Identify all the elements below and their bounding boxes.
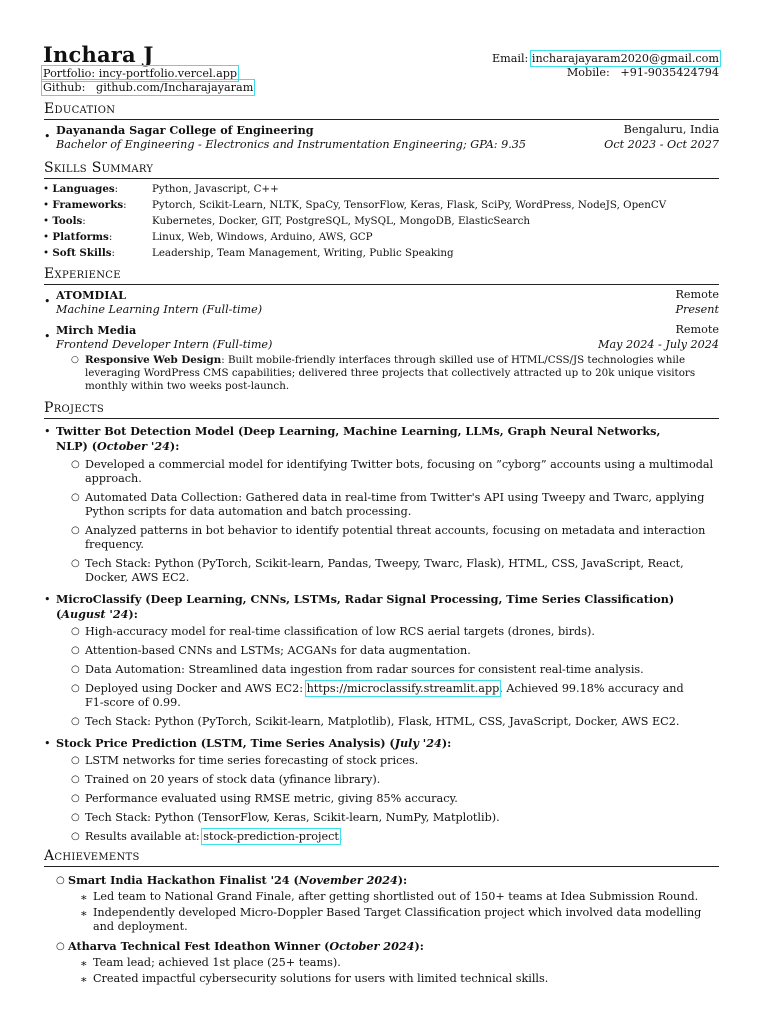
bullet: • — [44, 130, 51, 143]
project-bullet: ○ Deployed using Docker and AWS EC2: https://microclassify.streamlit.app. Achieved 99.18% accuracy and F1-score of 0.99. — [71, 682, 684, 709]
project-item: • MicroClassify (Deep Learning, CNNs, LSTMs, Radar Signal Processing, Time Series Classification) (August '24): — [43, 592, 719, 622]
project-title: MicroClassify (Deep Learning, CNNs, LSTMs, Radar Signal Processing, Time Series Classification) — [56, 592, 675, 606]
job-entry: • Mirch Media Remote Frontend Developer Intern (Full-time) May 2024 - July 2024 ○ Responsive Web Design: Built mobile-friendly interfaces through skilled use of HTML/CSS/JS technologies while leveraging WordPress CMS capabilities; delivered three projects that collectively attracted up to 20k unique visitors monthly within two weeks post-launch. — [44, 323, 719, 392]
degree: Bachelor of Engineering - Electronics and Instrumentation Engineering; GPA: 9.35 — [56, 138, 527, 151]
project-bullet: ○ LSTM networks for time series forecasting of stock prices. — [71, 754, 419, 767]
job-role: Machine Learning Intern (Full-time) — [56, 303, 263, 316]
project-bullet: ○ Data Automation: Streamlined data ingestion from radar sources for consistent real-time analysis. — [71, 663, 644, 676]
project-bullet: ○ Automated Data Collection: Gathered data in real-time from Twitter's API using Tweepy and Twarc, applying Python scripts for data automation and batch processing. — [71, 491, 705, 518]
project-bullet: ○ Developed a commercial model for identifying Twitter bots, focusing on ”cyborg” accounts using a multimodal approach. — [71, 458, 714, 485]
job-role: Frontend Developer Intern (Full-time) — [56, 338, 273, 351]
project-bullet: ○ Trained on 20 years of stock data (yfinance library). — [71, 773, 381, 786]
skill-row: • Soft Skills: Leadership, Team Management, Writing, Public Speaking — [43, 247, 454, 259]
candidate-name: Incharа J — [43, 42, 154, 67]
company-name: ATOMDIAL — [56, 288, 127, 302]
skill-row: • Platforms: Linux, Web, Windows, Arduino, AWS, GCP — [43, 231, 373, 243]
email-link[interactable]: incharajayaram2020@gmail.com — [531, 52, 719, 65]
resume-header — [43, 42, 719, 98]
achievement-title: Atharva Technical Fest Ideathon Winner ( — [68, 939, 330, 953]
mobile-row: Mobile: +91-9035424794 — [566, 66, 719, 79]
github-row — [43, 81, 253, 95]
project-item: • Stock Price Prediction (LSTM, Time Series Analysis) (July '24): — [44, 736, 452, 750]
project-item: • Twitter Bot Detection Model (Deep Learning, Machine Learning, LLMs, Graph Neural Networks, NLP) (October '24): — [43, 424, 719, 454]
projects-heading: Projects — [44, 400, 719, 419]
job-entry: • ATOMDIAL Remote Machine Learning Intern (Full-time) Present — [44, 288, 719, 316]
achievement-item: ○ Smart India Hackathon Finalist '24 (November 2024): — [56, 873, 408, 887]
achievement-bullet: ∗ Team lead; achieved 1st place (25+ teams). — [80, 956, 341, 970]
stock-prediction-link[interactable]: stock-prediction-project — [203, 830, 339, 843]
skill-row: • Languages: Python, Javascript, C++ — [43, 183, 279, 195]
project-bullet: ○ Analyzed patterns in bot behavior to identify potential threat accounts, focusing on metadata and interaction frequency. — [71, 524, 706, 551]
project-bullet: ○ Tech Stack: Python (PyTorch, Scikit-learn, Pandas, Tweepy, Twarc, Flask), HTML, CSS, JavaScript, React, Docker, AWS EC2. — [71, 557, 684, 584]
school-location: Bengaluru, India — [623, 123, 719, 136]
achievement-bullet: ∗ Led team to National Grand Finale, after getting shortlisted out of 150+ teams at Idea Submission Round. — [80, 890, 699, 904]
company-name: Mirch Media — [56, 323, 137, 337]
project-bullet: ○ Performance evaluated using RMSE metric, giving 85% accuracy. — [71, 792, 458, 805]
project-date: July '24 — [394, 736, 442, 750]
achievement-bullet: ∗ Created impactful cybersecurity solutions for users with limited technical skills. — [80, 972, 549, 986]
project-bullet: ○ Results available at: stock-prediction-project. — [71, 830, 343, 843]
project-date: October '24 — [97, 439, 170, 453]
project-title: Twitter Bot Detection Model (Deep Learning, Machine Learning, LLMs, Graph Neural Networks, — [56, 424, 661, 438]
project-bullet: ○ Tech Stack: Python (TensorFlow, Keras, Scikit-learn, NumPy, Matplotlib). — [71, 811, 500, 824]
mobile-number: +91-9035424794 — [620, 66, 719, 79]
microclassify-link[interactable]: https://microclassify.streamlit.app — [306, 682, 500, 695]
skills-list — [43, 181, 719, 261]
achievement-title: Smart India Hackathon Finalist '24 ( — [68, 873, 299, 887]
project-date: August '24 — [61, 607, 129, 621]
skills-heading: Skills Summary — [44, 160, 719, 179]
school-name: Dayananda Sagar College of Engineering — [56, 123, 314, 137]
project-title: Stock Price Prediction (LSTM, Time Series Analysis) ( — [56, 736, 395, 750]
project-bullet: ○ Tech Stack: Python (PyTorch, Scikit-learn, Matplotlib), Flask, HTML, CSS, JavaScript, Docker, AWS EC2. — [71, 715, 680, 728]
skill-row: • Tools: Kubernetes, Docker, GIT, PostgreSQL, MySQL, MongoDB, ElasticSearch — [43, 215, 531, 227]
education-dates: Oct 2023 - Oct 2027 — [604, 138, 719, 151]
resume-page — [43, 42, 719, 986]
education-heading: Education — [44, 101, 719, 120]
project-bullet: ○ High-accuracy model for real-time classification of low RCS aerial targets (drones, birds). — [71, 625, 595, 638]
project-bullet: ○ Attention-based CNNs and LSTMs; ACGANs for data augmentation. — [71, 644, 471, 657]
portfolio-link[interactable]: Portfolio: incy-portfolio.vercel.app — [43, 67, 238, 80]
education-entry — [43, 123, 719, 152]
skill-row: • Frameworks: Pytorch, Scikit-Learn, NLTK, SpaCy, TensorFlow, Keras, Flask, SciPy, WordPress, NodeJS, OpenCV — [43, 199, 667, 211]
achievements-heading: Achievements — [44, 848, 719, 867]
achievement-item: ○ Atharva Technical Fest Ideathon Winner (October 2024): — [56, 939, 424, 953]
github-link[interactable]: Github: github.com/Incharajayaram — [43, 81, 254, 94]
experience-heading: Experience — [44, 266, 719, 285]
achievement-bullet: ∗ Independently developed Micro-Doppler Based Target Classification project which involved data modelling and deployment. — [80, 906, 702, 933]
job-bullet: ○ Responsive Web Design: Built mobile-friendly interfaces through skilled use of HTML/CSS/JS technologies while leveraging WordPress CMS capabilities; delivered three projects that collectively attracted up to 20k unique visitors monthly within two weeks post-launch. — [71, 354, 696, 392]
email-row: Email: incharajayaram2020@gmail.com — [491, 52, 719, 65]
